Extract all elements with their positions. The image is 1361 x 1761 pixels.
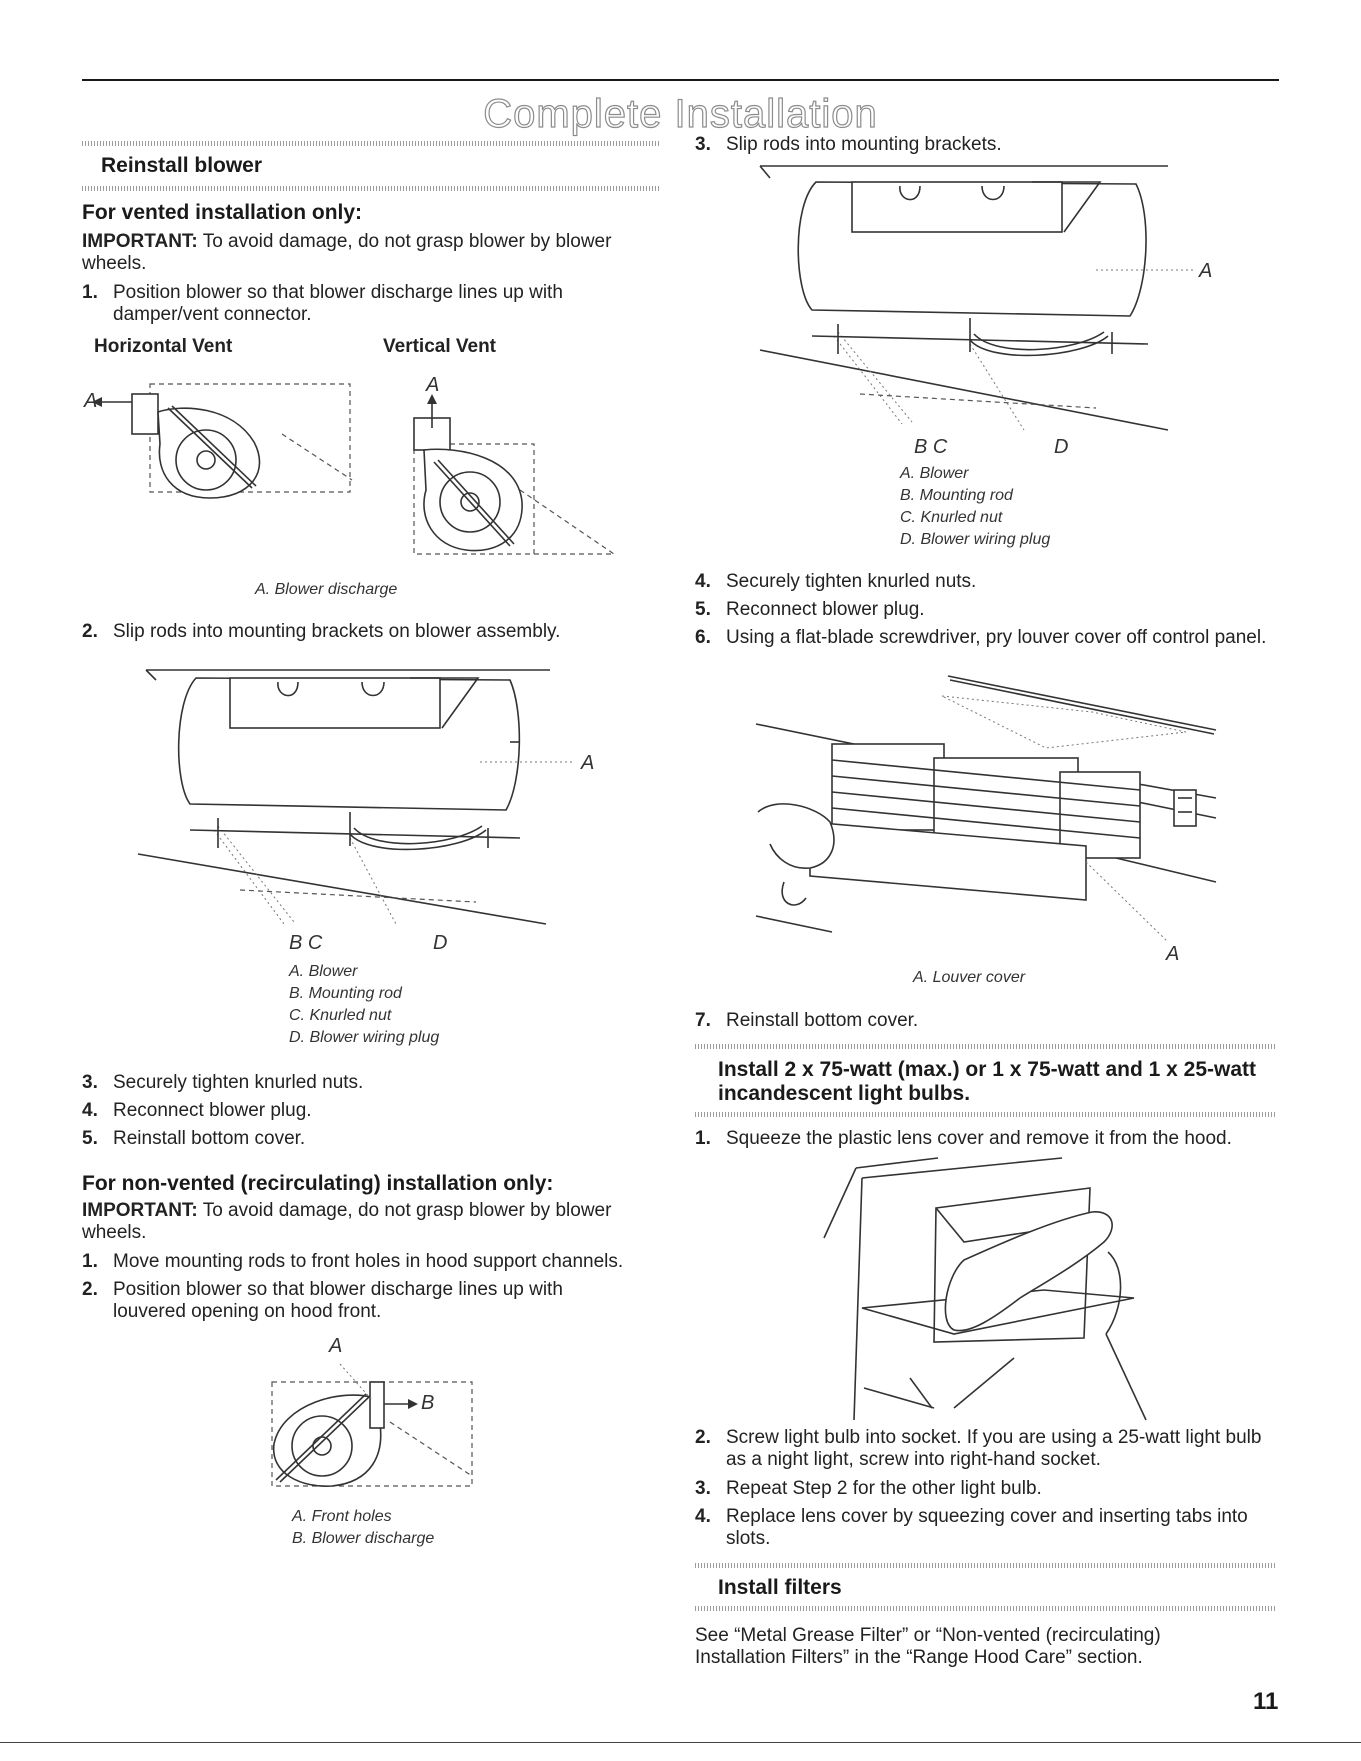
fig2-caption (289, 961, 439, 1049)
important-label: IMPORTANT: (82, 231, 198, 252)
important-text: To avoid damage, do not grasp blower by blower wheels. (82, 231, 612, 274)
nonvented-important-note (82, 1200, 662, 1244)
step-text: Replace lens cover by squeezing cover and inserting tabs into slots. (726, 1506, 1248, 1549)
right-step-4 (695, 571, 1255, 593)
vented-important-note (82, 231, 662, 275)
step-number: 2. (695, 1427, 711, 1448)
step-number: 1. (82, 1251, 98, 1272)
fig1-label-a-horizontal: A (84, 390, 98, 412)
nonvented-step-1 (82, 1251, 672, 1273)
filters-text: See “Metal Grease Filter” or “Non-vented (recirculating) Installation Filters” in the “Range Hood Care” section. (695, 1625, 1161, 1668)
step-number: 1. (695, 1128, 711, 1149)
step-number: 5. (695, 599, 711, 620)
bulbs-step-1 (695, 1128, 1285, 1150)
step-text: Reconnect blower plug. (726, 599, 925, 620)
caption-line: B. Blower discharge (292, 1530, 435, 1547)
section-divider (695, 1112, 1277, 1117)
bottom-rule (0, 1742, 1361, 1743)
step-text: Reconnect blower plug. (113, 1100, 312, 1121)
fig4-label-a: A (1199, 260, 1213, 282)
right-step-3 (695, 134, 1255, 156)
step-number: 2. (82, 1279, 98, 1300)
step-text: Move mounting rods to front holes in hood support channels. (113, 1251, 624, 1272)
vented-step-3 (82, 1072, 662, 1094)
step-text: Reinstall bottom cover. (726, 1010, 919, 1031)
install-filters-heading: Install filters (718, 1576, 842, 1599)
section-divider (695, 1044, 1277, 1049)
step-number: 3. (82, 1072, 98, 1093)
fig3-caption (292, 1506, 434, 1550)
caption-line: A. Blower (900, 465, 969, 482)
fig5-caption: A. Louver cover (913, 969, 1026, 986)
fig1-label-a-vertical: A (426, 374, 440, 396)
fig4-label-bc: B C (914, 436, 948, 458)
reinstall-blower-heading: Reinstall blower (101, 154, 263, 177)
vertical-vent-diagram (400, 398, 630, 560)
caption-line: B. Mounting rod (900, 487, 1013, 504)
nonvented-blower-diagram (262, 1364, 482, 1494)
caption-line: D. Blower wiring plug (900, 531, 1051, 548)
step-number: 6. (695, 627, 711, 648)
step-number: 3. (695, 1478, 711, 1499)
vertical-vent-label: Vertical Vent (383, 336, 497, 357)
vented-step-5 (82, 1128, 662, 1150)
vented-installation-heading: For vented installation only: (82, 201, 363, 224)
step-text: Slip rods into mounting brackets. (726, 134, 1002, 155)
right-step-5 (695, 599, 1255, 621)
caption-line: C. Knurled nut (900, 509, 1003, 526)
step-number: 4. (695, 1506, 711, 1527)
step-text: Securely tighten knurled nuts. (113, 1072, 364, 1093)
fig3-label-a: A (329, 1335, 343, 1357)
step-number: 4. (82, 1100, 98, 1121)
top-rule (82, 79, 1279, 81)
caption-line: A. Front holes (292, 1508, 392, 1525)
fig3-label-b: B (421, 1392, 435, 1414)
vented-step-2 (82, 621, 662, 643)
fig2-label-bc: B C (289, 932, 323, 954)
louver-cover-diagram (756, 672, 1226, 952)
right-step-7 (695, 1010, 1255, 1032)
step-text: Squeeze the plastic lens cover and remove it from the hood. (726, 1128, 1232, 1149)
caption-line: B. Mounting rod (289, 985, 402, 1002)
bulbs-step-3 (695, 1478, 1255, 1500)
step-number: 7. (695, 1010, 711, 1031)
step-text: Using a flat-blade screwdriver, pry louver cover off control panel. (726, 627, 1267, 648)
fig4-label-d: D (1054, 436, 1069, 458)
blower-mounting-diagram-right (756, 160, 1176, 430)
section-divider (82, 141, 660, 146)
step-text: Screw light bulb into socket. If you are using a 25-watt light bulb as a night light, screw into right-hand socket. (726, 1427, 1262, 1470)
nonvented-installation-heading: For non-vented (recirculating) installation only: (82, 1172, 554, 1195)
step-number: 4. (695, 571, 711, 592)
step-text: Position blower so that blower discharge lines up with louvered opening on hood front. (113, 1279, 563, 1322)
vented-step-1 (82, 282, 622, 326)
fig4-caption (900, 463, 1050, 551)
bulbs-step-2 (695, 1427, 1275, 1471)
step-text: Slip rods into mounting brackets on blower assembly. (113, 621, 561, 642)
horizontal-vent-diagram (82, 372, 372, 502)
section-divider (695, 1606, 1277, 1611)
caption-line: A. Blower (289, 963, 358, 980)
lens-cover-diagram (814, 1158, 1154, 1420)
bulbs-step-4 (695, 1506, 1255, 1550)
fig5-label-a: A (1166, 943, 1180, 965)
section-divider (695, 1563, 1277, 1568)
fig2-label-a: A (581, 752, 595, 774)
nonvented-step-2 (82, 1279, 622, 1323)
important-label: IMPORTANT: (82, 1200, 198, 1221)
step-text: Reinstall bottom cover. (113, 1128, 306, 1149)
blower-mounting-diagram-left (130, 662, 560, 924)
caption-line: D. Blower wiring plug (289, 1029, 440, 1046)
caption-line: C. Knurled nut (289, 1007, 392, 1024)
fig1-caption: A. Blower discharge (255, 581, 398, 598)
page-title: Complete Installation (483, 92, 878, 136)
page-number: 11 (1253, 1688, 1279, 1715)
install-bulbs-heading: Install 2 x 75-watt (max.) or 1 x 75-watt and 1 x 25-watt incandescent light bulbs. (718, 1058, 1257, 1105)
step-text: Repeat Step 2 for the other light bulb. (726, 1478, 1042, 1499)
step-number: 1. (82, 282, 98, 303)
step-text: Position blower so that blower discharge lines up with damper/vent connector. (113, 282, 563, 325)
horizontal-vent-label: Horizontal Vent (94, 336, 233, 357)
vented-step-4 (82, 1100, 662, 1122)
right-step-6 (695, 627, 1275, 671)
step-number: 2. (82, 621, 98, 642)
section-divider (82, 186, 660, 191)
fig2-label-d: D (433, 932, 448, 954)
step-number: 5. (82, 1128, 98, 1149)
step-number: 3. (695, 134, 711, 155)
step-text: Securely tighten knurled nuts. (726, 571, 977, 592)
important-text: To avoid damage, do not grasp blower by blower wheels. (82, 1200, 612, 1243)
